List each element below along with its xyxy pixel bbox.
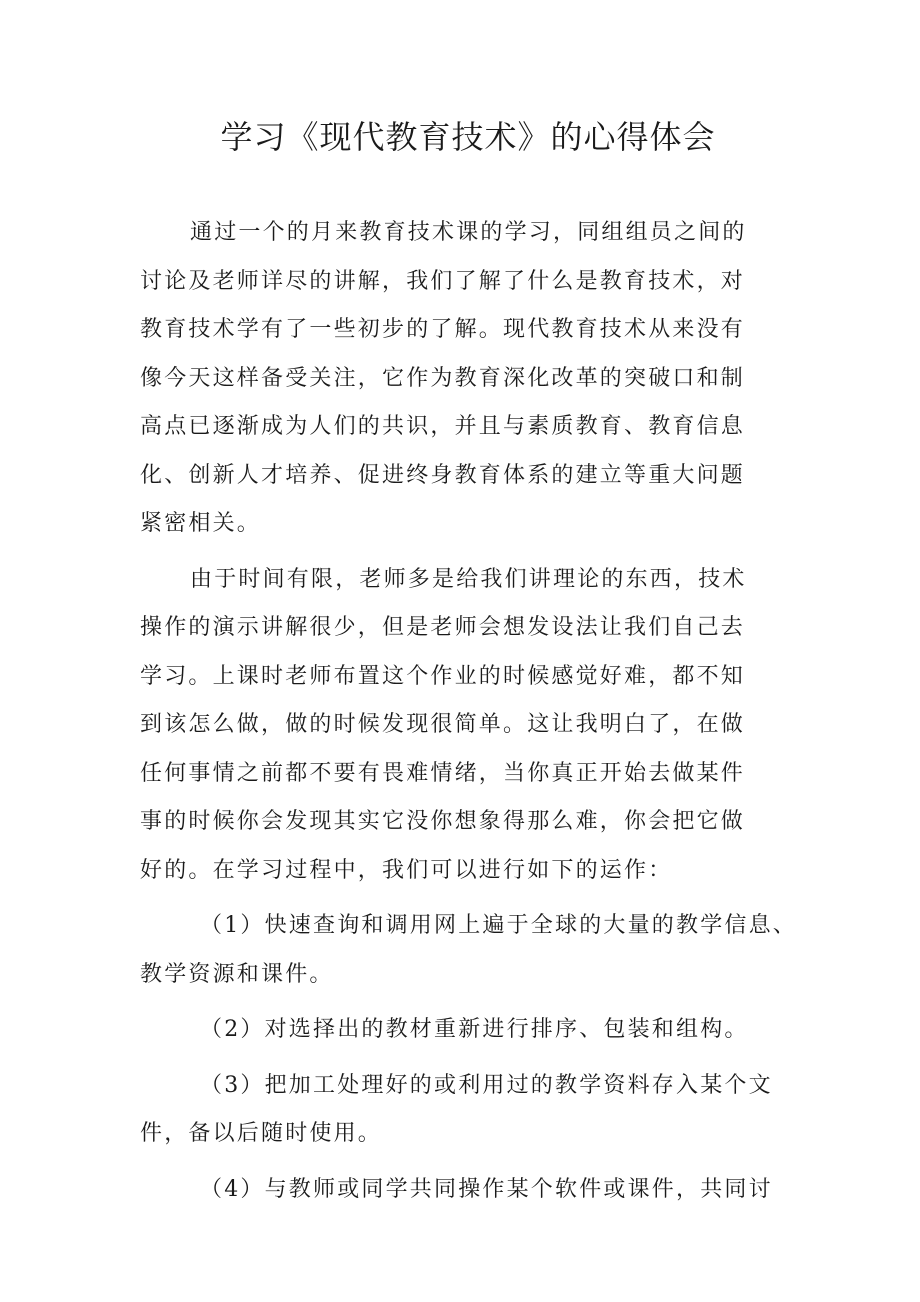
list-item-line: （1）快速查询和调用网上遍于全球的大量的教学信息、 <box>200 913 797 938</box>
document-title: 学习《现代教育技术》的心得体会 <box>220 118 716 156</box>
paragraph-line: 紧密相关。 <box>140 511 262 536</box>
list-item-line: 教学资源和课件。 <box>140 961 334 987</box>
paragraph-line: 通过一个的月来教育技术课的学习，同组组员之间的 <box>190 220 747 245</box>
paragraph-line: 化、创新人才培养、促进终身教育体系的建立等重大问题 <box>140 462 746 488</box>
paragraph-line: 由于时间有限，老师多是给我们讲理论的东西，技术 <box>190 566 747 592</box>
paragraph-line: 学习。上课时老师布置这个作业的时候感觉好难，都不知 <box>140 663 746 689</box>
paragraph-line: 到该怎么做，做的时候发现很简单。这让我明白了，在做 <box>140 712 746 737</box>
document-body <box>140 213 797 1218</box>
paragraph-line: 事的时候你会发现其实它没你想象得那么难，你会把它做 <box>140 809 746 834</box>
paragraph-line: 操作的演示讲解很少，但是老师会想发设法让我们自己去 <box>140 615 746 640</box>
paragraph-line: 高点已逐渐成为人们的共识，并且与素质教育、教育信息 <box>140 414 746 439</box>
list-item-line: （4）与教师或同学共同操作某个软件或课件，共同讨 <box>200 1176 773 1202</box>
paragraph-line: 任何事情之前都不要有畏难情绪，当你真正开始去做某件 <box>140 760 746 786</box>
paragraph-line: 像今天这样备受关注，它作为教育深化改革的突破口和制 <box>140 365 746 391</box>
paragraph-line: 讨论及老师详尽的讲解，我们了解了什么是教育技术，对 <box>140 268 746 294</box>
list-item-line: （2）对选择出的教材重新进行排序、包装和组构。 <box>200 1017 749 1042</box>
list-item-line: 件，备以后随时使用。 <box>140 1121 383 1146</box>
paragraph-line: 教育技术学有了一些初步的了解。现代教育技术从来没有 <box>140 317 746 342</box>
list-item-line: （3）把加工处理好的或利用过的教学资料存入某个文 <box>200 1072 773 1098</box>
paragraph-line: 好的。在学习过程中，我们可以进行如下的运作： <box>140 857 673 883</box>
